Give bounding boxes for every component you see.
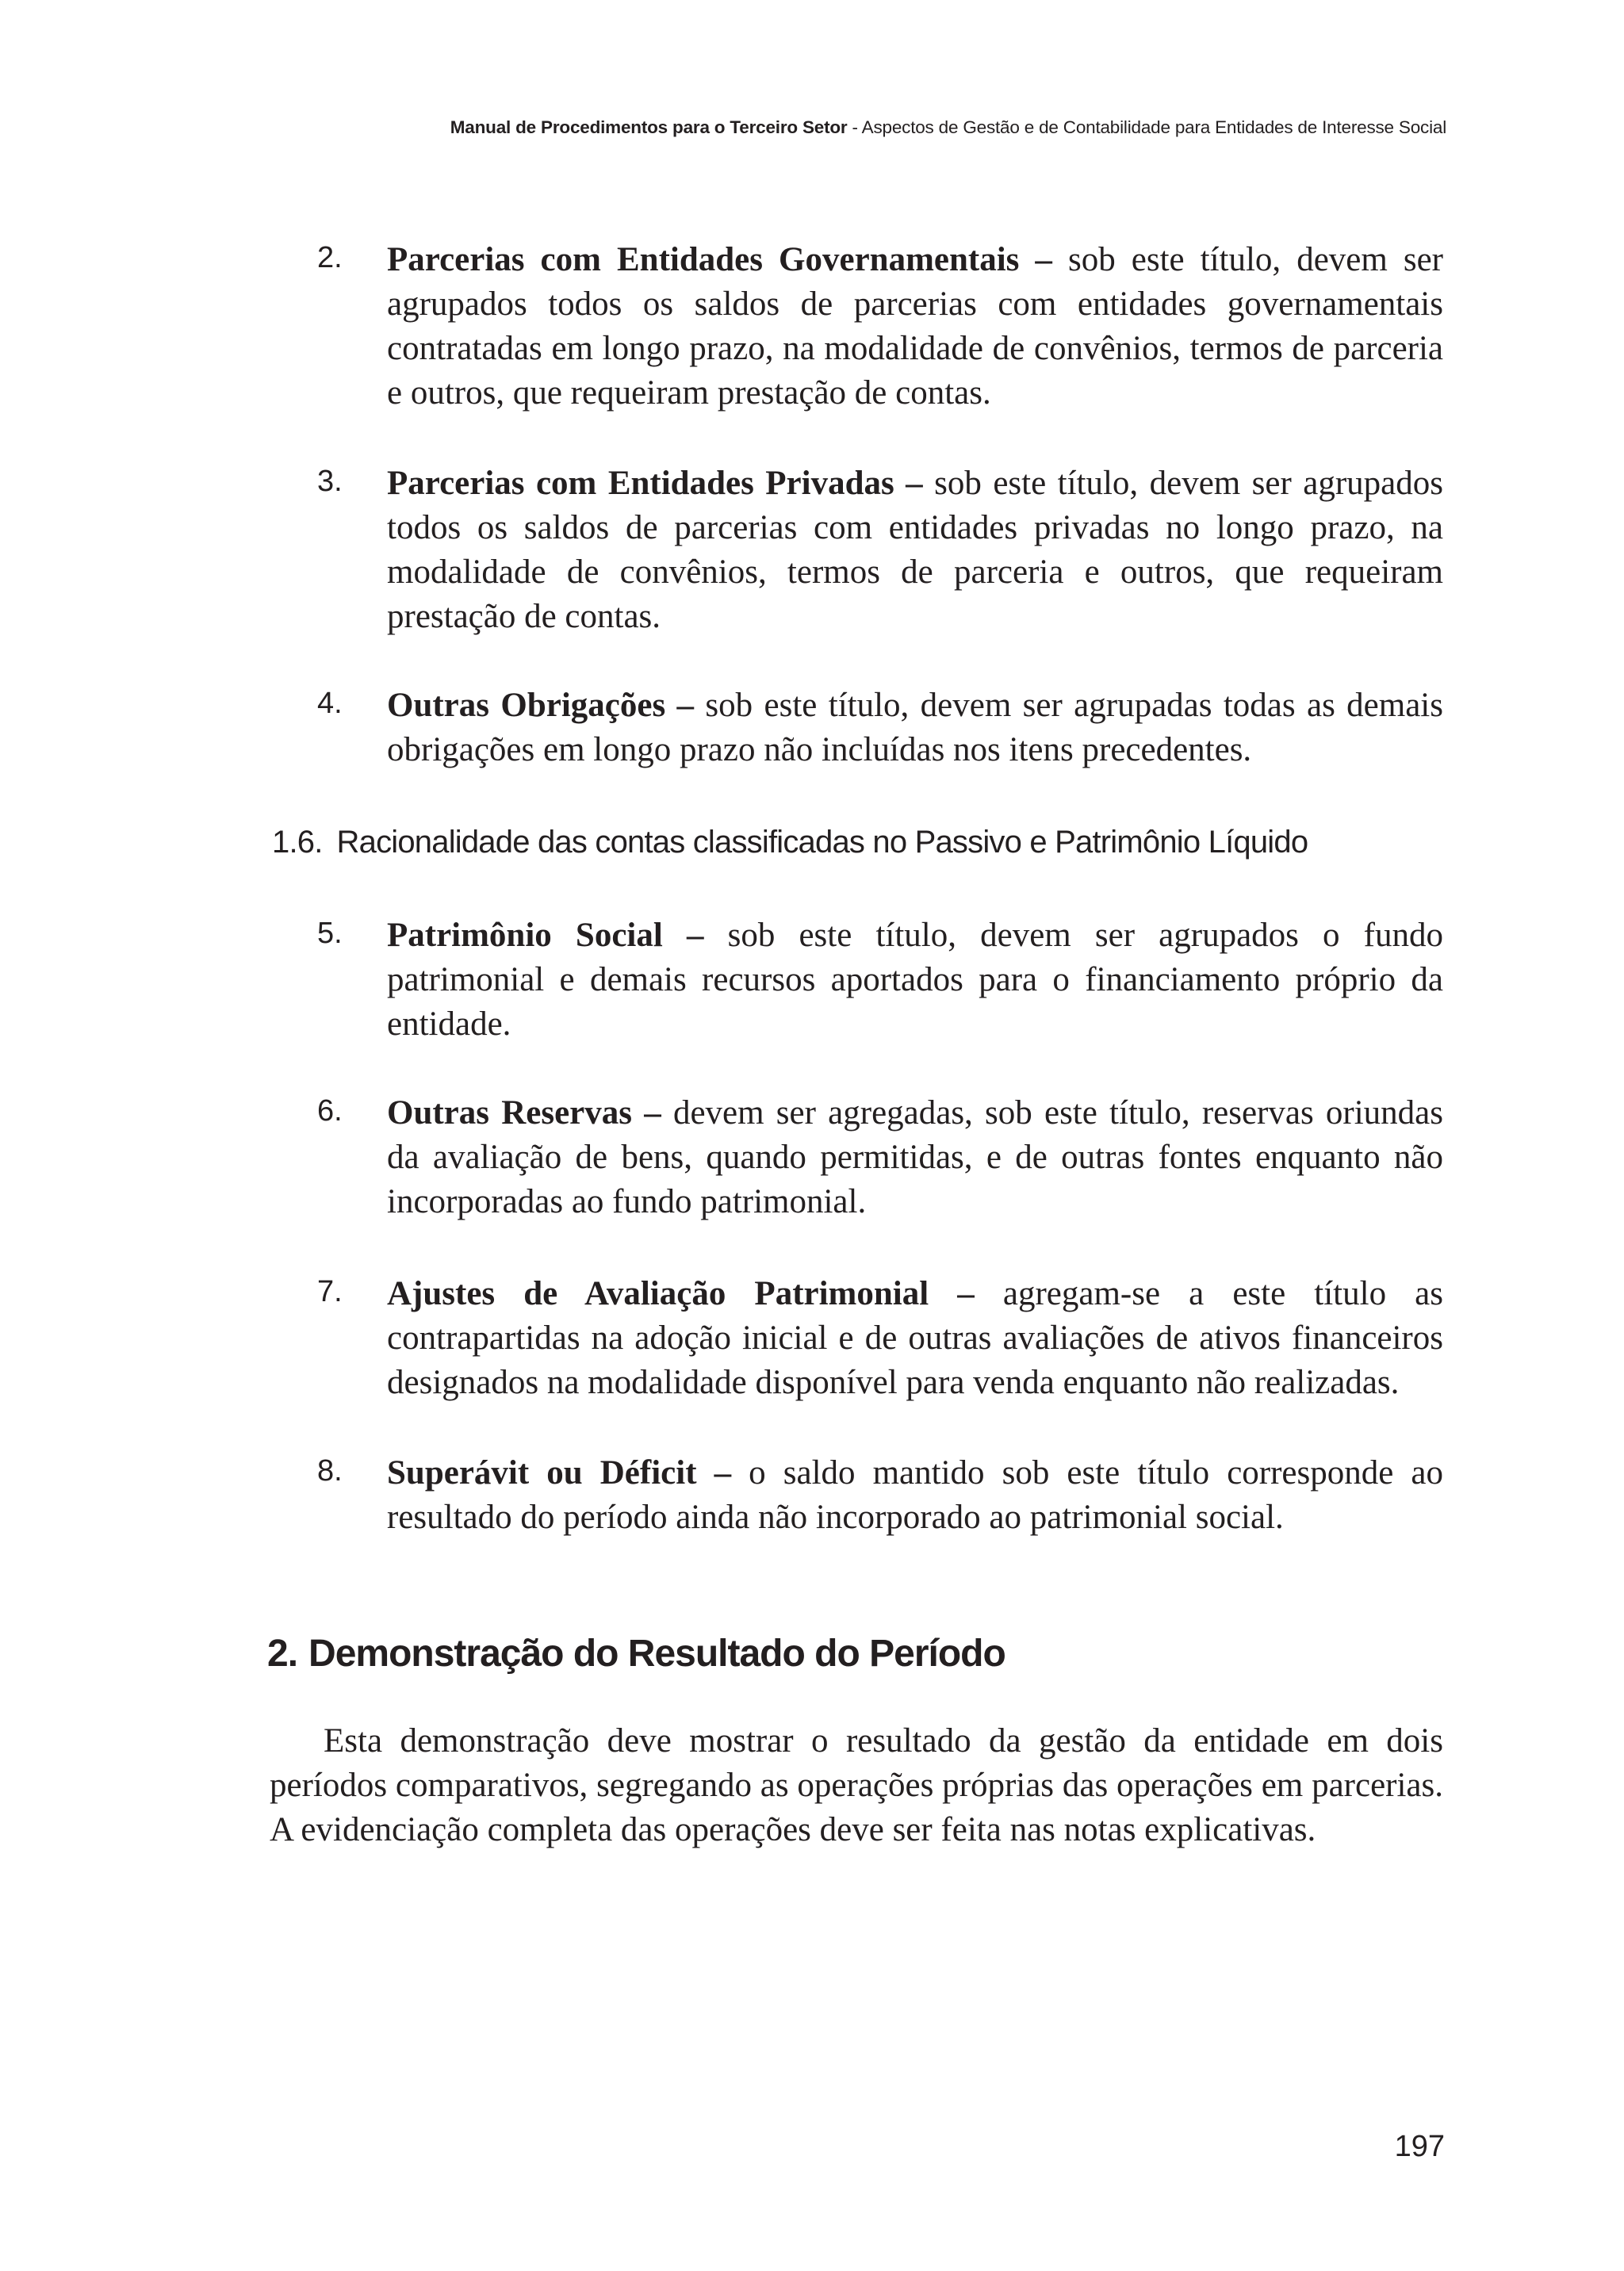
section-heading xyxy=(267,1632,1005,1675)
section-paragraph: Esta demonstração deve mostrar o resultado da gestão da entidade em dois períodos comparativos, segregando as operações próprias das operações em parcerias. A evidenciação completa das operações deve ser feita nas notas explicativas. xyxy=(270,1722,1443,1848)
list-item-number: 6. xyxy=(317,1094,343,1128)
list-item-term: Superávit ou Déficit – xyxy=(387,1454,732,1492)
list-item-term: Ajustes de Avaliação Patrimonial – xyxy=(387,1275,975,1312)
running-header-title: Manual de Procedimentos para o Terceiro Setor xyxy=(450,117,848,137)
list-item-term: Parcerias com Entidades Privadas – xyxy=(387,465,923,502)
list-item-body xyxy=(387,461,1443,639)
list-item-body xyxy=(387,913,1443,1047)
list-item-number: 5. xyxy=(317,917,343,950)
list-item-text: sob este título, devem ser agrupados todos os saldos de parcerias com entidades privadas no longo prazo, na modalidade de convênios, termos de parceria e outros, que requeiram prestação de contas. xyxy=(387,465,1443,635)
list-item-body xyxy=(387,684,1443,772)
list-item-text: sob este título, devem ser agrupados todos os saldos de parcerias com entidades governamentais contratadas em longo prazo, na modalidade de convênios, termos de parceria e outros, que requeiram prestação de contas. xyxy=(387,241,1443,412)
list-item-term: Patrimônio Social – xyxy=(387,917,704,954)
section-number: 2. xyxy=(267,1633,298,1675)
subsection-number: 1.6. xyxy=(272,825,323,860)
list-item-number: 4. xyxy=(317,687,343,720)
list-item-text: sob este título, devem ser agrupadas todas as demais obrigações em longo prazo não incluídas nos itens precedentes. xyxy=(387,687,1443,768)
list-item-body xyxy=(387,1451,1443,1540)
list-item-text: o saldo mantido sob este título corresponde ao resultado do período ainda não incorporado ao patrimonial social. xyxy=(387,1454,1443,1536)
page-number: 197 xyxy=(1394,2130,1445,2163)
running-header xyxy=(392,117,1446,138)
list-item-term: Outras Obrigações – xyxy=(387,687,695,724)
list-item-text: devem ser agregadas, sob este título, reservas oriundas da avaliação de bens, quando permitidas, e de outras fontes enquanto não incorporadas ao fundo patrimonial. xyxy=(387,1094,1443,1220)
subsection-heading xyxy=(272,825,1446,860)
list-item-number: 3. xyxy=(317,465,343,498)
list-item-body xyxy=(387,1272,1443,1405)
list-item-text: agregam-se a este título as contrapartidas na adoção inicial e de outras avaliações de ativos financeiros designados na modalidade disponível para venda enquanto não realizadas. xyxy=(387,1275,1443,1401)
subsection-title: Racionalidade das contas classificadas no Passivo e Patrimônio Líquido xyxy=(336,825,1308,860)
list-item-body xyxy=(387,1091,1443,1224)
list-item-body xyxy=(387,238,1443,416)
list-item-term: Parcerias com Entidades Governamentais – xyxy=(387,241,1052,278)
list-item-number: 2. xyxy=(317,241,343,274)
running-header-subtitle: - Aspectos de Gestão e de Contabilidade para Entidades de Interesse Social xyxy=(847,117,1446,137)
section-title: Demonstração do Resultado do Período xyxy=(308,1633,1005,1675)
list-item-term: Outras Reservas – xyxy=(387,1094,661,1132)
list-item-number: 8. xyxy=(317,1454,343,1488)
list-item-text: sob este título, devem ser agrupados o fundo patrimonial e demais recursos aportados para o financiamento próprio da entidade. xyxy=(387,917,1443,1043)
list-item-number: 7. xyxy=(317,1275,343,1308)
